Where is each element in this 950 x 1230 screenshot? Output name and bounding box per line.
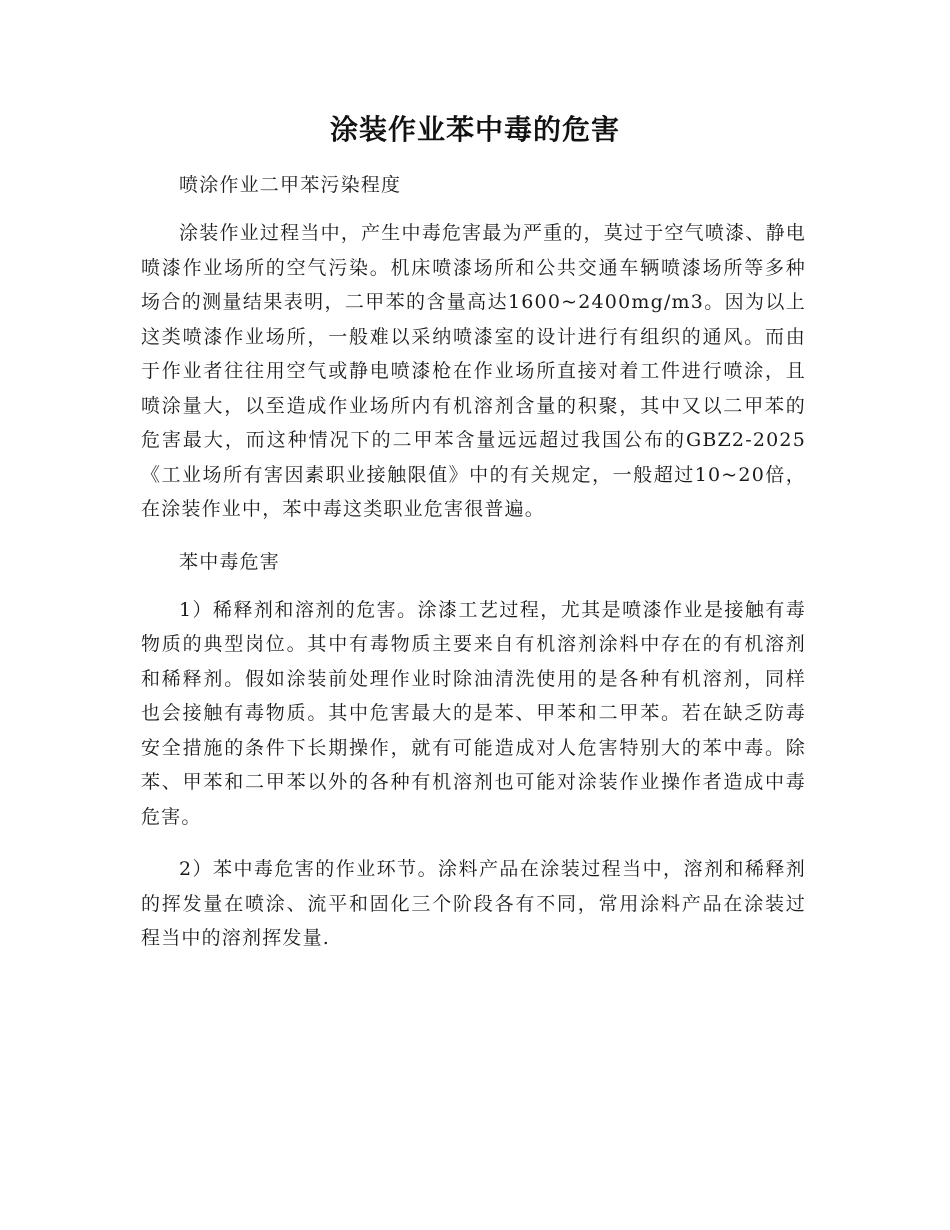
- paragraph-xylene-pollution: 涂装作业过程当中，产生中毒危害最为严重的，莫过于空气喷漆、静电喷漆作业场所的空气污染。机床喷漆场所和公共交通车辆喷漆场所等多种场合的测量结果表明，二甲苯的含量高达1600~2400mg/m3。因为以上这类喷漆作业场所，一般难以采纳喷漆室的设计进行有组织的通风。而由于作业者往往用空气或静电喷漆枪在作业场所直接对着工件进行喷涂，且喷涂量大，以至造成作业场所内有机溶剂含量的积聚，其中又以二甲苯的危害最大，而这种情况下的二甲苯含量远远超过我国公布的GBZ2-2025《工业场所有害因素职业接触限值》中的有关规定，一般超过10~20倍，在涂装作业中，苯中毒这类职业危害很普遍。: [141, 222, 806, 520]
- document-title: 涂装作业苯中毒的危害: [329, 113, 620, 146]
- paragraph-operation-stages: 2）苯中毒危害的作业环节。涂料产品在涂装过程当中，溶剂和稀释剂的挥发量在喷涂、流平和固化三个阶段各有不同，常用涂料产品在涂装过程当中的溶剂挥发量.: [141, 858, 806, 949]
- paragraph-solvent-hazard: 1）稀释剂和溶剂的危害。涂漆工艺过程，尤其是喷漆作业是接触有毒物质的典型岗位。其中有毒物质主要来自有机溶剂涂料中存在的有机溶剂和稀释剂。假如涂装前处理作业时除油清洗使用的是各种有机溶剂，同样也会接触有毒物质。其中危害最大的是苯、甲苯和二甲苯。若在缺乏防毒安全措施的条件下长期操作，就有可能造成对人危害特别大的苯中毒。除苯、甲苯和二甲苯以外的各种有机溶剂也可能对涂装作业操作者造成中毒危害。: [141, 598, 806, 828]
- document-body: [141, 168, 806, 956]
- section-heading-xylene-pollution: 喷涂作业二甲苯污染程度: [179, 174, 402, 196]
- section-heading-benzene-hazard: 苯中毒危害: [179, 550, 281, 573]
